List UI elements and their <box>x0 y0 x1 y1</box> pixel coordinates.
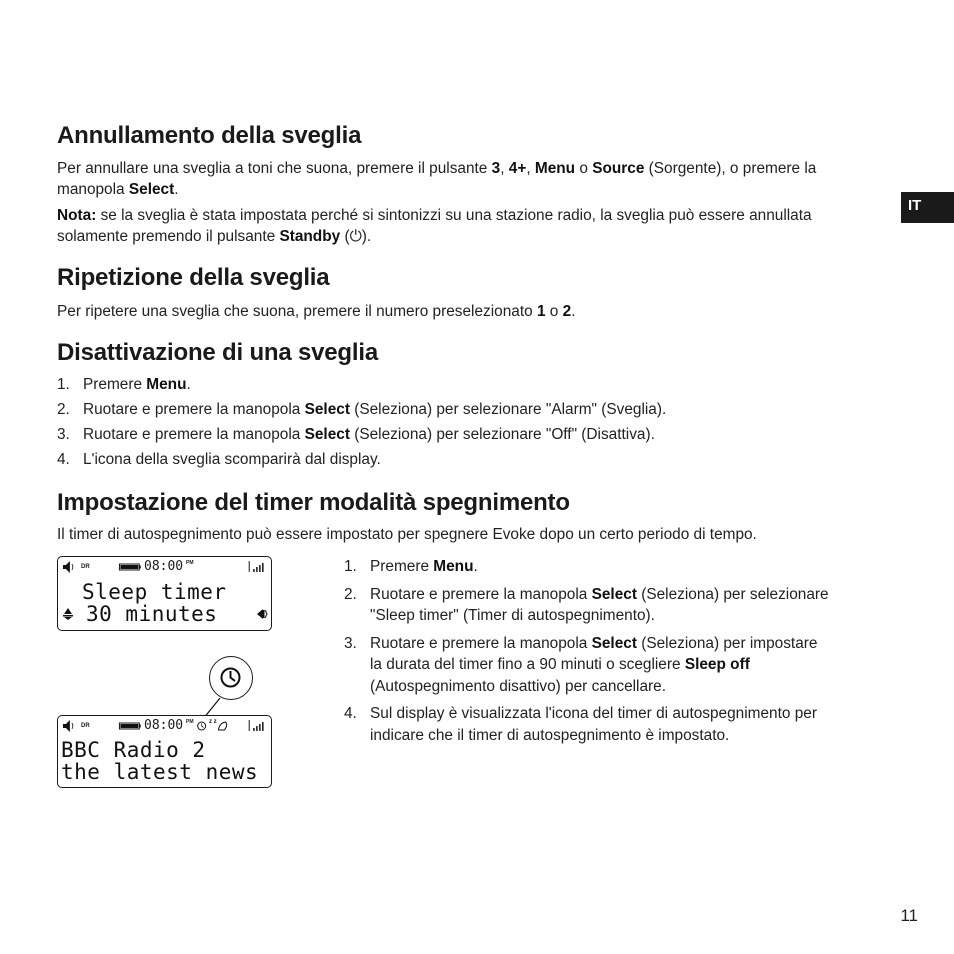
page-number: 11 <box>900 906 918 925</box>
speaker-icon <box>63 720 70 732</box>
list-item: 4. L'icona della sveglia scomparirà dal display. <box>57 451 381 468</box>
lcd-display-radio <box>57 715 272 788</box>
lcd-display-sleep-timer <box>57 556 272 631</box>
alarm-bell-icon <box>218 722 226 730</box>
list-item: 3. Ruotare e premere la manopola Select (Seleziona) per selezionare "Off" (Disattiva). <box>57 426 655 443</box>
heading-disattivazione: Disattivazione di una sveglia <box>57 339 378 366</box>
sleep-timer-mini-icon <box>198 722 206 730</box>
s1-paragraph-1-cont: manopola Select. <box>57 181 179 198</box>
pm-label: PM <box>186 719 194 725</box>
s4-intro: Il timer di autospegnimento può essere impostato per spegnere Evoke dopo un certo periodo di tempo. <box>57 526 757 543</box>
list-item: 1. Premere Menu. <box>57 376 191 393</box>
lcd-line-2: the latest news <box>61 760 259 784</box>
list-item: 3. Ruotare e premere la manopola Select (Seleziona) per impostare la durata del timer fino a 90 minuti o scegliere Sleep off (Autospegnimento disattivo) per cancellare. <box>344 634 818 695</box>
dr-label: DR <box>81 564 90 570</box>
scroll-down-icon <box>62 607 74 621</box>
heading-ripetizione: Ripetizione della sveglia <box>57 264 330 291</box>
signal-strength-icon <box>249 561 263 572</box>
dr-label: DR <box>81 723 90 729</box>
pm-label: PM <box>186 560 194 566</box>
clock-icon <box>210 657 251 698</box>
list-item: 1. Premere Menu. <box>344 558 478 575</box>
heading-timer: Impostazione del timer modalità spegnimento <box>57 489 570 516</box>
heading-annullamento: Annullamento della sveglia <box>57 122 362 149</box>
s1-note-cont: solamente premendo il pulsante Standby (⏻). <box>57 228 372 245</box>
lcd-clock: 08:00 <box>144 559 184 574</box>
sleep-timer-callout <box>209 656 253 700</box>
list-item: 2. Ruotare e premere la manopola Select (Seleziona) per selezionare "Alarm" (Sveglia). <box>57 401 667 418</box>
lcd-line-2: 30 minutes <box>86 602 218 626</box>
lcd-line-1: Sleep timer <box>82 580 227 604</box>
s2-paragraph: Per ripetere una sveglia che suona, premere il numero preselezionato 1 o 2. <box>57 303 576 320</box>
lcd-line-1: BBC Radio 2 <box>61 738 206 762</box>
s3-steps-list <box>57 374 877 474</box>
signal-strength-icon <box>249 720 263 731</box>
lcd-clock: 08:00 <box>144 718 184 733</box>
zz-label: z z <box>209 719 217 725</box>
list-item: 4. Sul display è visualizzata l'icona del timer di autospegnimento per indicare che il timer di autospegnimento è impostato. <box>344 705 817 744</box>
s1-paragraph-1: Per annullare una sveglia a toni che suona, premere il pulsante 3, 4+, Menu o Source (Sorgente), o premere la <box>57 160 817 177</box>
speaker-icon <box>63 561 70 573</box>
s4-steps-list <box>344 556 904 752</box>
s1-note: Nota: se la sveglia è stata impostata perché si sintonizzi su una stazione radio, la sveglia può essere annullata <box>57 207 812 224</box>
list-item: 2. Ruotare e premere la manopola Select (Seleziona) per selezionare "Sleep timer" (Timer di autospegnimento). <box>344 585 829 624</box>
language-tab: IT <box>901 192 954 223</box>
scroll-right-icon <box>254 607 268 621</box>
